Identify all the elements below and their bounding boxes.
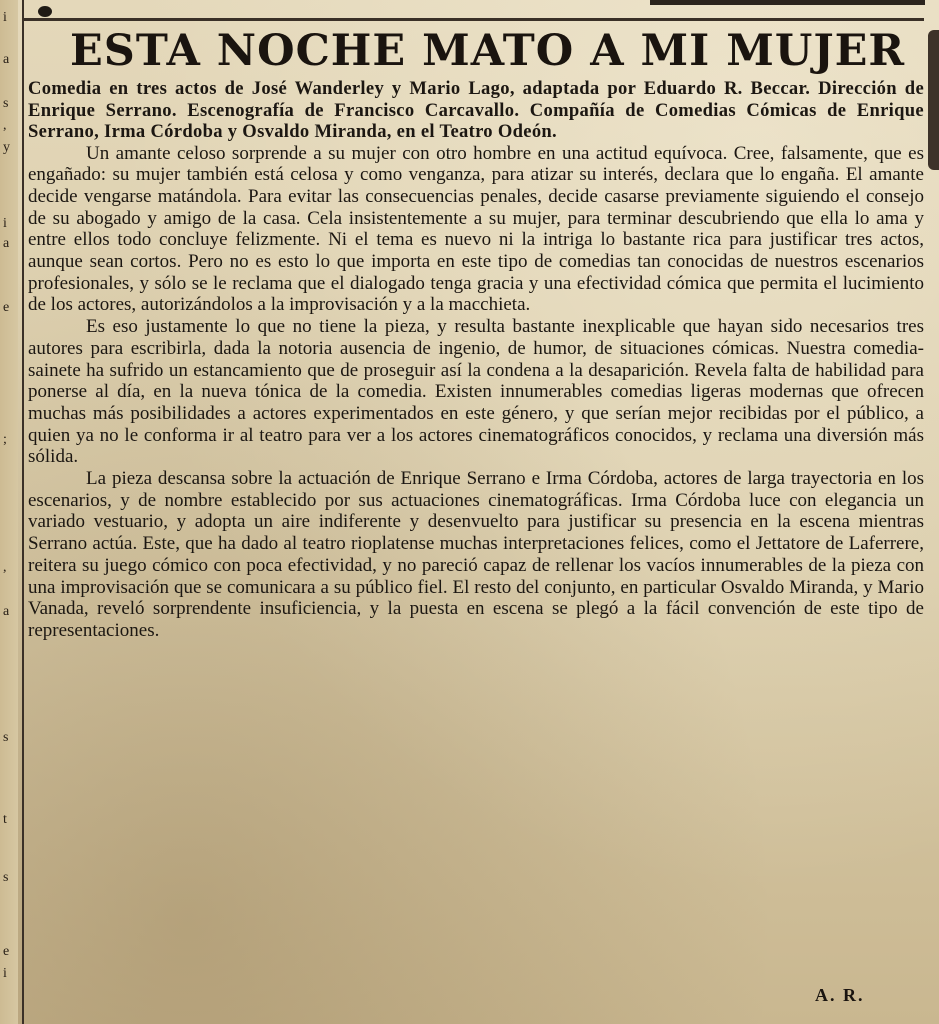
adjacent-column-char: a <box>3 52 10 67</box>
article-headline: ESTA NOCHE MATO A MI MUJER <box>70 26 906 76</box>
article-paragraph: Es eso justamente lo que no tiene la pieza, y resulta bastante inexplicable que hayan sido necesarios tres autores para escribirla, dada la notoria ausencia de ingenio, de humor, de situaciones cómicas. Nuestra comedia-sainete ha sufrido un estancamiento que de proseguir así la condena a la desaparición. Revela falta de habilidad para ponerse al día, en la nueva tónica de la comedia. Existen innumerables comedias ligeras modernas que ofrecen muchas más posibilidades a actores experimentados en este género, y que serían mejor recibidas por el público, a quien ya no le conforma ir al teatro para ver a los actores cinematográficos conocidos, y reclama una diversión más sólida. <box>28 316 924 468</box>
adjacent-column-char: s <box>3 96 9 111</box>
adjacent-column-char: e <box>3 300 10 315</box>
article-credits: Comedia en tres actos de José Wanderley y Mario Lago, adaptada por Eduardo R. Beccar. Dirección de Enrique Serrano. Escenografía de Francisco Carcavallo. Compañía de Comedias Cómicas de Enrique Serrano, Irma Córdoba y Osvaldo Miranda, en el Teatro Odeón. <box>28 78 924 142</box>
article-paragraph: La pieza descansa sobre la actuación de Enrique Serrano e Irma Córdoba, actores de larga trayectoria en los escenarios, y de nombre establecido por sus actuaciones cinematográficas. Irma Córdoba luce con elegancia un variado vestuario, y adopta un aire indiferente y desenvuelto para justificar su presencia en la escena mientras Serrano actúa. Este, que ha dado al teatro rioplatense muchas interpretaciones felices, como el Jettatore de Laferrere, reitera su juego cómico con poca efectividad, y no pareció capaz de rellenar los vacíos innumerables de la pieza con una improvisación que se comunicara a su público fiel. El resto del conjunto, en particular Osvaldo Miranda, y Mario Vanada, reveló sorprendente insuficiencia, y la puesta en escena se plegó a la fácil convención de este tipo de representaciones. <box>28 468 924 641</box>
adjacent-column-char: i <box>3 216 7 231</box>
adjacent-column-char: s <box>3 730 9 745</box>
adjacent-column-char: e <box>3 944 10 959</box>
adjacent-column-fragment <box>0 0 18 1024</box>
adjacent-column-char: , <box>3 560 7 575</box>
adjacent-column-char: a <box>3 236 10 251</box>
adjacent-column-char: a <box>3 604 10 619</box>
adjacent-column-edge <box>928 30 939 170</box>
review-article <box>28 26 924 642</box>
adjacent-column-char: ; <box>3 432 7 447</box>
adjacent-column-char: y <box>3 140 10 155</box>
top-rule-heavy <box>650 0 925 5</box>
adjacent-column-char: t <box>3 812 7 827</box>
adjacent-column-char: s <box>3 870 9 885</box>
column-rule <box>22 0 24 1024</box>
adjacent-column-char: i <box>3 10 7 25</box>
article-paragraph: Un amante celoso sorprende a su mujer con otro hombre en una actitud equívoca. Cree, falsamente, que es engañado: su mujer también está celosa y como venganza, para atizar su interés, declara que lo engaña. El amante decide vengarse matándola. Para evitar las consecuencias penales, decide casarse previamente siguiendo el consejo de su abogado y amigo de la casa. Cela insistentemente a su mujer, para terminar descubriendo que ella lo ama y entre ellos todo concluye felizmente. Ni el tema es nuevo ni la intriga lo bastante rica para justificar tres actos, aunque sean cortos. Pero no es esto lo que importa en este tipo de comedias tan conocidas de nuestros escenarios profesionales, y sólo se le reclama que el dialogado tenga gracia y una efectividad cómica que permita el lucimiento de los actores, autorizándolos a la improvisación y a la macchieta. <box>28 142 924 316</box>
top-rule <box>24 18 924 21</box>
author-signature: A. R. <box>815 985 865 1005</box>
bullet-mark <box>38 6 52 17</box>
adjacent-column-char: i <box>3 966 7 981</box>
adjacent-column-char: , <box>3 118 7 133</box>
